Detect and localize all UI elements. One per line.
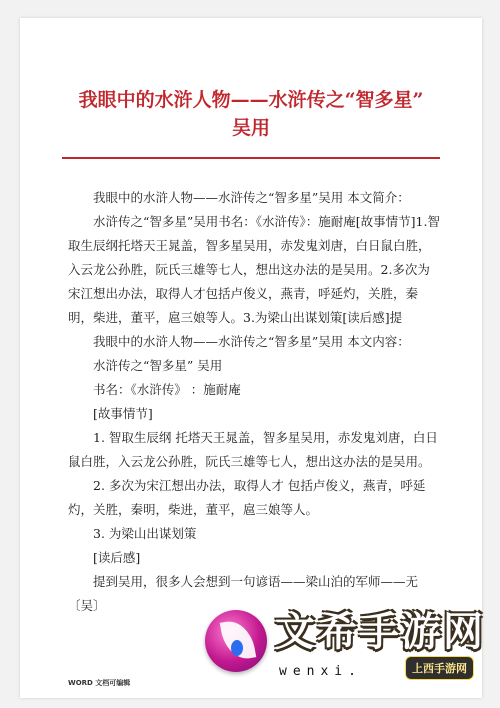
watermark-logo-icon: [205, 610, 267, 672]
paragraph: 水浒传之“智多星” 吴用: [93, 358, 223, 373]
paragraph: 3. 为梁山出谋划策: [93, 526, 197, 541]
watermark-badge: 上西手游网: [405, 656, 474, 680]
document-page: [20, 18, 482, 698]
paragraph: 2. 多次为宋江想出办法，取得人才 包括卢俊义，燕青，呼延灼，关胜，秦明，柴进，董平，扈三娘等人。: [68, 478, 426, 517]
paragraph: [故事情节]: [93, 406, 153, 421]
document-title: [20, 86, 482, 142]
paragraph: 我眼中的水浒人物——水浒传之“智多星”吴用 本文简介：: [93, 190, 410, 205]
watermark-title: 文希手游网: [275, 609, 485, 655]
paragraph: 水浒传之“智多星”吴用书名：《水浒传》：施耐庵[故事情节]1.智取生辰纲托塔天王晁盖，智多星吴用，赤发鬼刘唐，白日鼠白胜，入云龙公孙胜，阮氏三雄等七人，想出这办法的是吴用。2.多次为宋江想出办法，取得人才包括卢俊义，燕青，呼延灼，关胜，秦明，柴进，董平，扈三娘等人。3.为梁山出谋划策[读后感]提: [68, 214, 440, 325]
site-watermark: [205, 600, 495, 700]
paragraph: 1. 智取生辰纲 托塔天王晁盖，智多星吴用，赤发鬼刘唐，白日鼠白胜，入云龙公孙胜，阮氏三雄等七人，想出这办法的是吴用。: [68, 430, 438, 469]
title-line-1: 我眼中的水浒人物——水浒传之“智多星”: [78, 89, 424, 111]
document-body: [68, 186, 440, 618]
paragraph: 书名：《水浒传》 ：施耐庵: [93, 382, 241, 397]
title-divider: [62, 157, 440, 159]
paragraph: [读后感]: [93, 550, 141, 565]
paragraph: 我眼中的水浒人物——水浒传之“智多星”吴用 本文内容：: [93, 334, 410, 349]
paragraph: 提到吴用，很多人会想到一句谚语——梁山泊的军师——无〔吴〕: [68, 574, 419, 613]
title-line-2: 吴用: [231, 117, 270, 139]
watermark-url: wenxi.: [279, 664, 362, 679]
page-footer: WORD 文档可编辑: [68, 679, 131, 687]
